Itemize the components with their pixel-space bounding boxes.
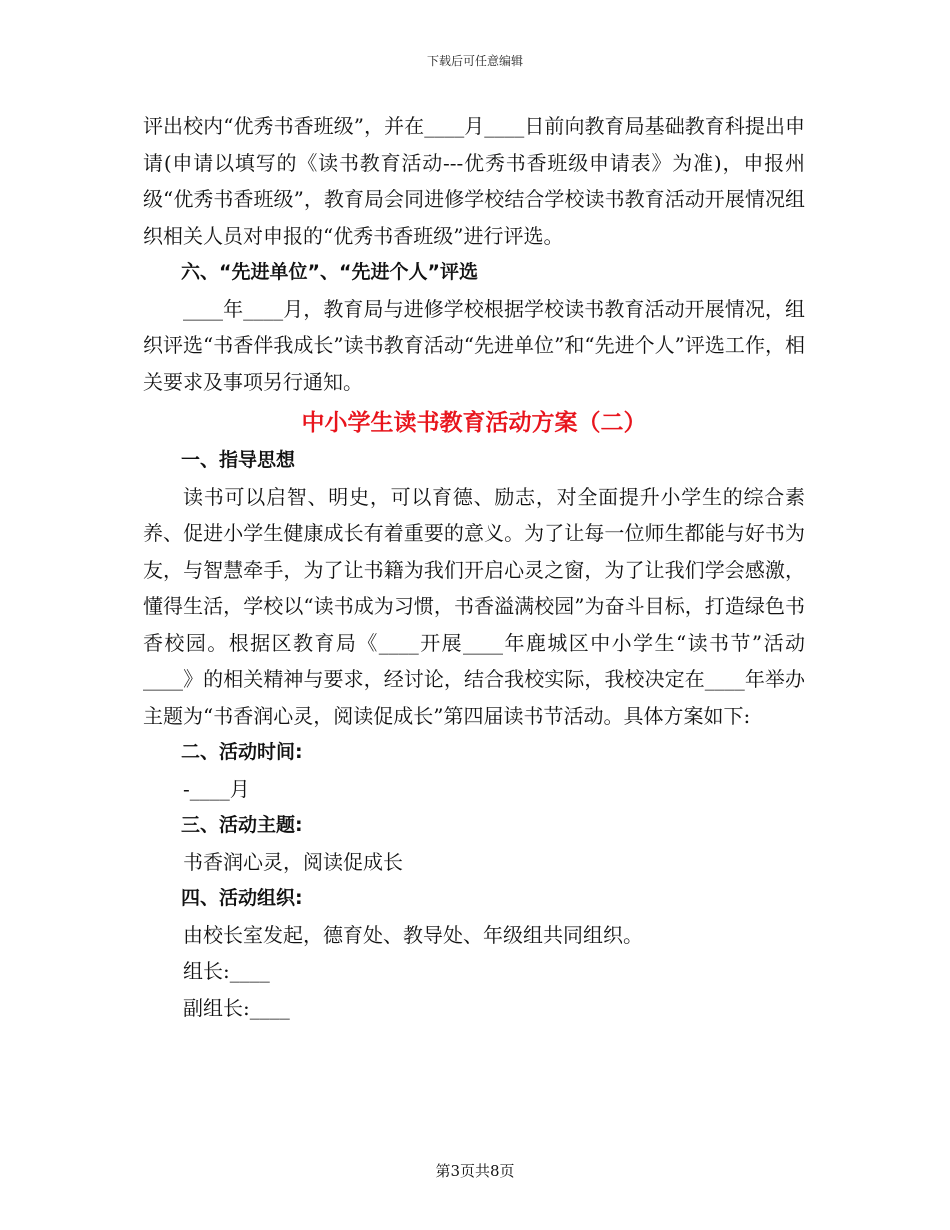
theme-heading: 三、活动主题: — [181, 814, 303, 836]
organization-paragraph: 由校长室发起，德育处、教导处、年级组共同组织。 — [183, 922, 643, 947]
page-header: 下载后可任意编辑 — [426, 54, 523, 68]
guiding-heading: 一、指导思想 — [181, 449, 296, 471]
section-six-heading: 六、“先进单位”、“先进个人”评选 — [181, 261, 478, 283]
time-value: -____月 — [183, 776, 250, 801]
organization-heading: 四、活动组织: — [181, 887, 303, 909]
vice-leader-line: 副组长:____ — [183, 995, 290, 1020]
time-heading: 二、活动时间: — [181, 741, 303, 763]
leader-line: 组长:____ — [183, 959, 270, 983]
plan-two-title: 中小学生读书教育活动方案（二） — [301, 410, 647, 436]
section-five-tail-paragraph: 评出校内“优秀书香班级”，并在____月____日前向教育局基础教育科提出申请(申请以填写的《读书教育活动---优秀书香班级申请表》为准)，申报州级“优秀书香班级”，教育局会同进修学校结合学校读书教育活动开展情况组织相关人员对申报的“优秀书香班级”进行评选。 — [143, 114, 805, 248]
theme-value: 书香润心灵，阅读促成长 — [183, 849, 403, 874]
page-footer: 第3页共8页 — [435, 1162, 515, 1180]
guiding-paragraph: 读书可以启智、明史，可以育德、励志，对全面提升小学生的综合素养、促进小学生健康成长有着重要的意义。为了让每一位师生都能与好书为友，与智慧牵手，为了让书籍为我们开启心灵之窗，为了让我们学会感激，懂得生活，学校以“读书成为习惯，书香溢满校园”为奋斗目标，打造绿色书香校园。根据区教育局《____开展____年鹿城区中小学生“读书节”活动____》的相关精神与要求，经讨论，结合我校实际，我校决定在____年举办主题为“书香润心灵，阅读促成长”第四届读书节活动。具体方案如下: — [143, 484, 805, 728]
document-body — [143, 108, 805, 1026]
section-six-paragraph: ____年____月，教育局与进修学校根据学校读书教育活动开展情况，组织评选“书香伴我成长”读书教育活动“先进单位”和“先进个人”评选工作，相关要求及事项另行通知。 — [143, 296, 805, 394]
